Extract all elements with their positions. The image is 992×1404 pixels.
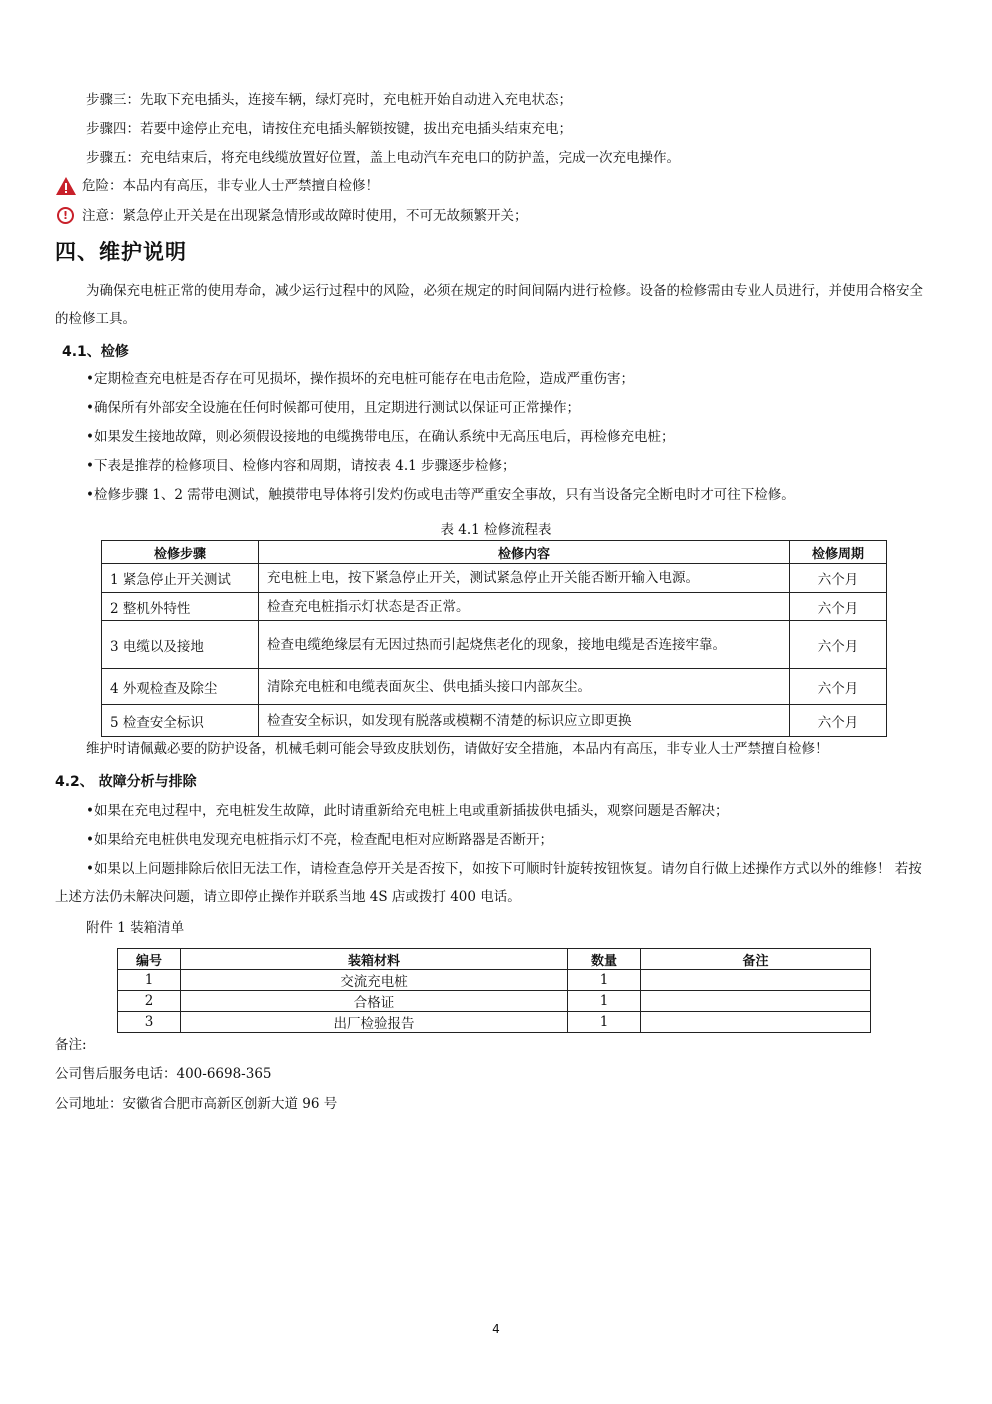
content-cell: 充电桩上电，按下紧急停止开关，测试紧急停止开关能否断开输入电源。 <box>259 564 790 593</box>
maintenance-bullet: •定期检查充电桩是否存在可见损坏，操作损坏的充电桩可能存在电击危险，造成严重伤害； <box>86 371 634 387</box>
notice-text: 注意：紧急停止开关是在出现紧急情形或故障时使用，不可无故频繁开关； <box>82 208 528 224</box>
step-cell: 4 外观检查及除尘 <box>102 669 259 705</box>
header-material: 装箱材料 <box>181 949 568 970</box>
troubleshoot-bullet: •如果在充电过程中，充电桩发生故障，此时请重新给充电桩上电或重新插拔供电插头，观察问题是否解决； <box>86 803 729 819</box>
header-quantity: 数量 <box>568 949 641 970</box>
table-row <box>118 970 871 991</box>
quantity-cell: 1 <box>568 991 641 1012</box>
header-number: 编号 <box>118 949 181 970</box>
material-cell: 出厂检验报告 <box>181 1012 568 1033</box>
page-number: 4 <box>492 1322 500 1336</box>
table-row <box>102 705 887 737</box>
danger-warning-icon <box>55 176 77 196</box>
intro-paragraph: 为确保充电桩正常的使用寿命，减少运行过程中的风险，必须在规定的时间间隔内进行检修。设备的检修需由专业人员进行，并使用合格安全的检修工具。 <box>55 283 923 327</box>
table-row <box>118 991 871 1012</box>
quantity-cell: 1 <box>568 1012 641 1033</box>
quantity-cell: 1 <box>568 970 641 991</box>
maintenance-bullet: •确保所有外部安全设施在任何时候都可使用，且定期进行测试以保证可正常操作； <box>86 400 580 416</box>
header-content: 检修内容 <box>259 541 790 564</box>
content-cell: 检查电缆绝缘层有无因过热而引起烧焦老化的现象，接地电缆是否连接牢靠。 <box>259 621 790 669</box>
maintenance-bullet: •如果发生接地故障，则必须假设接地的电缆携带电压，在确认系统中无高压电后，再检修充电桩； <box>86 429 675 445</box>
header-cycle: 检修周期 <box>790 541 887 564</box>
step-five-text: 步骤五：充电结束后，将充电线缆放置好位置，盖上电动汽车充电口的防护盖，完成一次充电操作。 <box>86 150 680 166</box>
troubleshoot-bullet: •如果给充电桩供电发现充电桩指示灯不亮，检查配电柜对应断路器是否断开； <box>86 832 553 848</box>
section-4-1-title: 4.1、检修 <box>62 344 129 360</box>
remark-cell <box>641 970 871 991</box>
section-title: 四、维护说明 <box>55 240 187 264</box>
table-header-row <box>102 541 887 564</box>
maintenance-bullet: •检修步骤 1、2 需带电测试，触摸带电导体将引发灼伤或电击等严重安全事故，只有当设备完全断电时才可往下检修。 <box>86 487 795 503</box>
number-cell: 3 <box>118 1012 181 1033</box>
company-address: 公司地址：安徽省合肥市高新区创新大道 96 号 <box>55 1096 338 1112</box>
step-cell: 3 电缆以及接地 <box>102 621 259 669</box>
step-four-text: 步骤四：若要中途停止充电，请按住充电插头解锁按键，拔出充电插头结束充电； <box>86 121 572 137</box>
cycle-cell: 六个月 <box>790 705 887 737</box>
remark-label: 备注: <box>55 1037 87 1053</box>
step-cell: 1 紧急停止开关测试 <box>102 564 259 593</box>
step-cell: 2 整机外特性 <box>102 593 259 621</box>
cycle-cell: 六个月 <box>790 621 887 669</box>
table-row <box>102 593 887 621</box>
service-phone: 公司售后服务电话：400-6698-365 <box>55 1066 272 1082</box>
header-remark: 备注 <box>641 949 871 970</box>
maintenance-bullet: •下表是推荐的检修项目、检修内容和周期，请按表 4.1 步骤逐步检修； <box>86 458 516 474</box>
material-cell: 合格证 <box>181 991 568 1012</box>
table-row <box>102 564 887 593</box>
step-three-text: 步骤三：先取下充电插头，连接车辆，绿灯亮时，充电桩开始自动进入充电状态； <box>86 92 572 108</box>
table-row <box>118 1012 871 1033</box>
content-cell: 检查安全标识，如发现有脱落或模糊不清楚的标识应立即更换 <box>259 705 790 737</box>
cycle-cell: 六个月 <box>790 564 887 593</box>
table-caption: 表 4.1 检修流程表 <box>440 522 552 538</box>
safety-reminder: 维护时请佩戴必要的防护设备，机械毛刺可能会导致皮肤划伤，请做好安全措施，本品内有高压，非专业人士严禁擅自检修！ <box>86 741 829 757</box>
header-step: 检修步骤 <box>102 541 259 564</box>
number-cell: 2 <box>118 991 181 1012</box>
appendix-title: 附件 1 装箱清单 <box>86 920 185 936</box>
troubleshoot-bullet: •如果以上问题排除后依旧无法工作，请检查急停开关是否按下，如按下可顺时针旋转按钮恢复。请勿自行做上述操作方式以外的维修！ 若按上述方法仍未解决问题，请立即停止操作并联系当地 4S 店或拨打 400 电话。 <box>55 861 922 905</box>
table-row <box>102 621 887 669</box>
cycle-cell: 六个月 <box>790 669 887 705</box>
content-cell: 检查充电桩指示灯状态是否正常。 <box>259 593 790 621</box>
maintenance-table <box>101 540 887 737</box>
table-header-row <box>118 949 871 970</box>
remark-cell <box>641 1012 871 1033</box>
number-cell: 1 <box>118 970 181 991</box>
content-cell: 清除充电桩和电缆表面灰尘、供电插头接口内部灰尘。 <box>259 669 790 705</box>
notice-icon: ! <box>57 207 74 224</box>
danger-text: 危险：本品内有高压，非专业人士严禁擅自检修！ <box>82 178 379 194</box>
table-row <box>102 669 887 705</box>
remark-cell <box>641 991 871 1012</box>
cycle-cell: 六个月 <box>790 593 887 621</box>
step-cell: 5 检查安全标识 <box>102 705 259 737</box>
section-4-2-title: 4.2、 故障分析与排除 <box>55 774 197 790</box>
material-cell: 交流充电桩 <box>181 970 568 991</box>
packing-list-table <box>117 948 871 1033</box>
